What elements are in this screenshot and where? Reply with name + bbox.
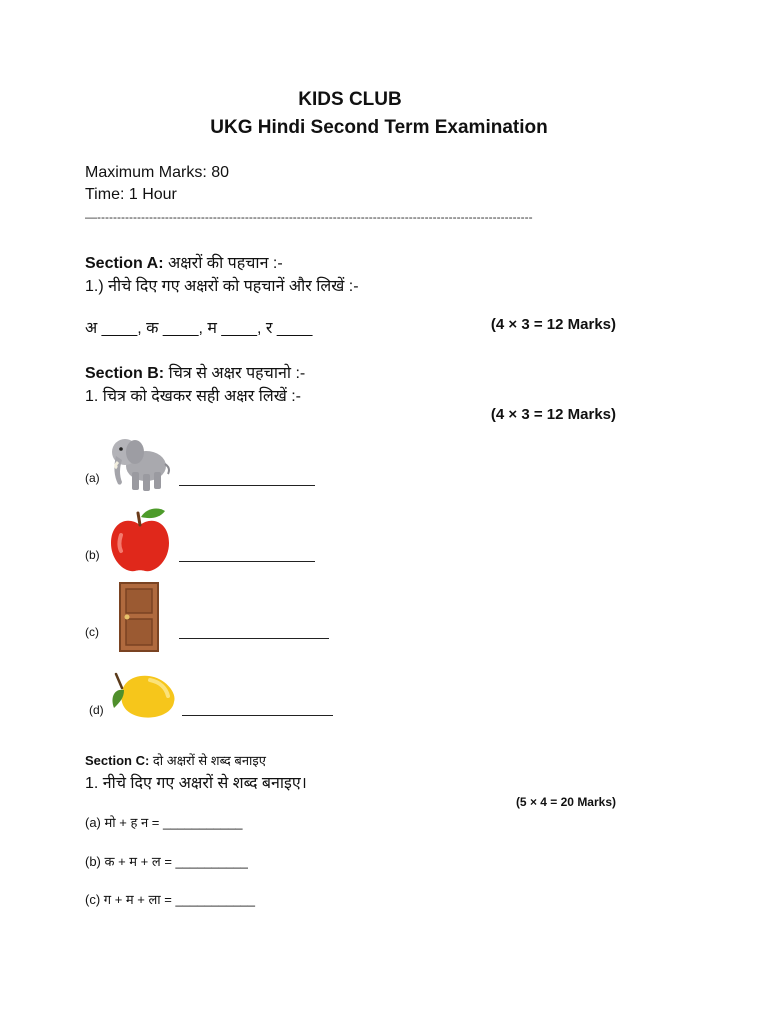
section-a-marks: (4 × 3 = 12 Marks) xyxy=(490,316,616,333)
lemon-icon xyxy=(110,666,178,722)
section-c-marks: (5 × 4 = 20 Marks) xyxy=(515,795,616,809)
section-b-title: चित्र से अक्षर पहचानो :- xyxy=(164,365,306,382)
section-a-label: Section A: xyxy=(85,255,164,272)
apple-icon xyxy=(107,505,173,573)
section-b-heading xyxy=(85,361,305,383)
word-item-c: (c) ग + म + ला = ___________ xyxy=(85,892,256,907)
answer-line-b[interactable] xyxy=(179,561,315,562)
section-b-question: 1. चित्र को देखकर सही अक्षर लिखें :- xyxy=(85,388,301,405)
word-item-a: (a) मो + ह न = ___________ xyxy=(85,815,243,830)
door-icon xyxy=(119,582,159,652)
time-limit: Time: 1 Hour xyxy=(85,186,177,203)
item-d-label: (d) xyxy=(89,703,104,717)
section-a-blanks: अ ____, क ____, म ____, र ____ xyxy=(85,320,313,337)
item-c-label: (c) xyxy=(85,625,99,639)
elephant-icon xyxy=(108,432,172,494)
section-c-question: 1. नीचे दिए गए अक्षरों से शब्द बनाइए। xyxy=(85,775,307,792)
section-a-question: 1.) नीचे दिए गए अक्षरों को पहचानें और लिखें :- xyxy=(85,278,359,295)
section-c-title: दो अक्षरों से शब्द बनाइए xyxy=(149,753,267,768)
item-a-label: (a) xyxy=(85,471,100,485)
answer-line-d[interactable] xyxy=(182,715,333,716)
word-item-b: (b) क + म + ल = __________ xyxy=(85,854,248,869)
answer-line-c[interactable] xyxy=(179,638,329,639)
section-c-label: Section C: xyxy=(85,753,150,768)
school-title: KIDS CLUB xyxy=(298,89,402,110)
answer-line-a[interactable] xyxy=(179,485,315,486)
section-c-heading xyxy=(85,751,266,769)
separator-line: —------------------------------------------------------------------------------------------------------------- xyxy=(85,210,533,224)
section-b-marks: (4 × 3 = 12 Marks) xyxy=(490,406,616,423)
max-marks: Maximum Marks: 80 xyxy=(85,164,230,181)
section-a-heading xyxy=(85,251,283,273)
exam-title: UKG Hindi Second Term Examination xyxy=(210,117,548,138)
item-b-label: (b) xyxy=(85,548,100,562)
section-a-title: अक्षरों की पहचान :- xyxy=(163,255,283,272)
section-b-label: Section B: xyxy=(85,365,165,382)
